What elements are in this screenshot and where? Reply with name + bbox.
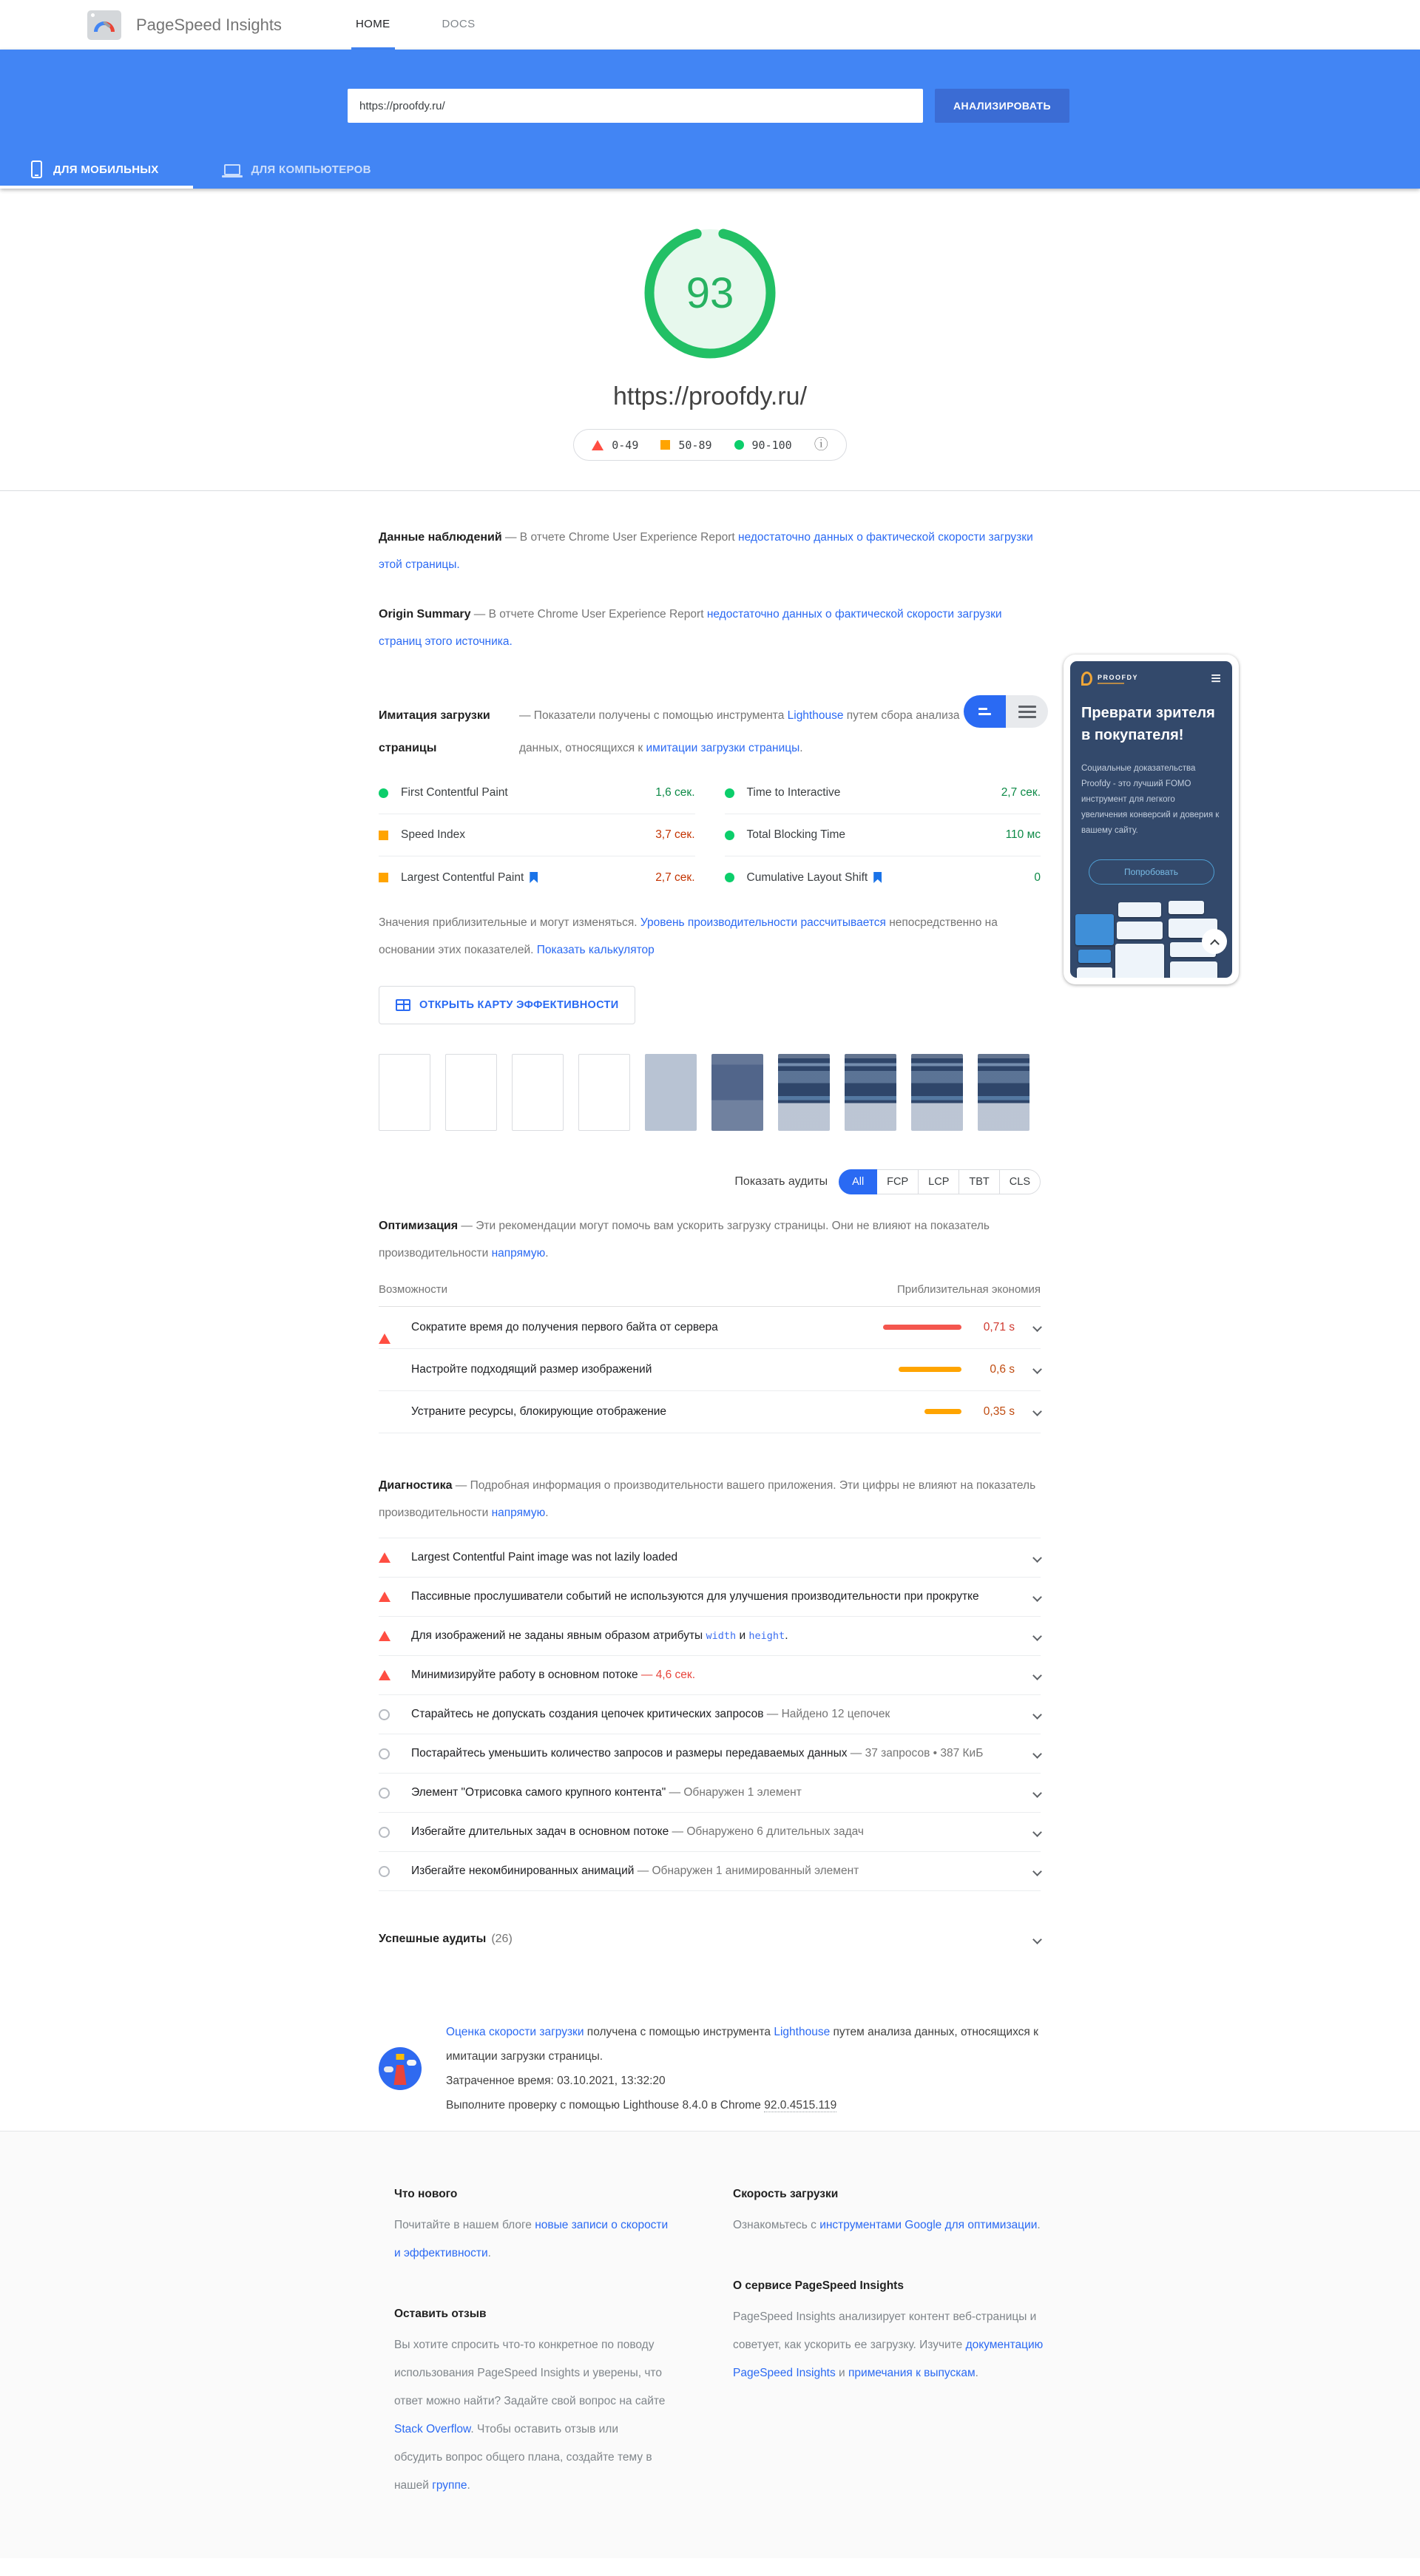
audits-filter-label: Показать аудиты — [734, 1174, 828, 1188]
metric-value: 3,7 сек. — [655, 828, 695, 841]
filmstrip-thumbnail — [711, 1054, 763, 1131]
lighthouse-link[interactable]: Lighthouse — [787, 709, 844, 722]
metric-speed-index: Speed Index 3,7 сек. — [379, 814, 695, 856]
passed-audits-count: (26) — [491, 1933, 513, 1945]
laptop-icon — [224, 164, 240, 175]
analysis-timestamp: Затраченное время: 03.10.2021, 13:32:20 — [446, 2075, 666, 2087]
diagnostic-row[interactable]: Избегайте некомбинированных анимаций — Обнаружен 1 анимированный элемент — [379, 1852, 1041, 1891]
diagnostic-row[interactable]: Старайтесь не допускать создания цепочек критических запросов — Найдено 12 цепочек — [379, 1695, 1041, 1734]
loading-filmstrip — [379, 1054, 1041, 1131]
diagnostic-row[interactable]: Пассивные прослушиватели событий не используются для улучшения производительности при прокрутке — [379, 1578, 1041, 1617]
legend-good: 90-100 — [734, 439, 792, 452]
filter-fcp[interactable]: FCP — [876, 1169, 919, 1194]
pagespeed-logo-icon — [87, 10, 121, 40]
metric-tti: Time to Interactive 2,7 сек. — [725, 772, 1041, 814]
origin-summary-section: Origin Summary — В отчете Chrome User Experience Report недостаточно данных о фактической скорости загрузки страниц этого источника. — [379, 608, 1002, 648]
disclaimer-text: Значения приблизительные и могут изменяться. Уровень производительности рассчитывается непосредственно на основании этих показателей. Показать калькулятор — [379, 916, 998, 956]
origin-summary-link[interactable]: недостаточно данных о фактической скорости загрузки страниц этого источника. — [379, 608, 1002, 648]
green-circle-icon — [725, 831, 734, 840]
diagnostics-list — [379, 1538, 1041, 1891]
red-triangle-icon — [379, 1670, 390, 1680]
performance-score-value: 93 — [686, 268, 734, 317]
passed-audits-label: Успешные аудиты — [379, 1933, 487, 1945]
gray-circle-icon — [379, 1748, 390, 1759]
gray-circle-icon — [379, 1866, 390, 1877]
treemap-icon — [396, 999, 410, 1011]
savings-bar — [924, 1409, 961, 1414]
footer-speed: Скорость загрузки Ознакомьтесь с инструментами Google для оптимизации. — [733, 2188, 1041, 2231]
filmstrip-thumbnail — [645, 1054, 697, 1131]
footer-whats-new: Что нового Почитайте в нашем блоге новые записи о скорости и эффективности. — [394, 2188, 669, 2259]
chevron-down-icon[interactable] — [1032, 1828, 1042, 1837]
performance-scoring-link[interactable]: Уровень производительности рассчитывается — [640, 916, 886, 929]
analyze-banner — [0, 50, 1420, 189]
info-icon[interactable]: ⓘ — [814, 437, 828, 453]
filter-all[interactable]: All — [839, 1169, 877, 1194]
code-height: height — [748, 1630, 785, 1642]
diagnostic-row[interactable]: Постарайтесь уменьшить количество запросов и размеры передаваемых данных — 37 запросов • 387 КиБ — [379, 1734, 1041, 1774]
green-circle-icon — [734, 440, 744, 450]
chevron-down-icon[interactable] — [1032, 1322, 1042, 1332]
metric-value: 2,7 сек. — [655, 871, 695, 884]
documentation-link[interactable]: документацию PageSpeed Insights — [733, 2339, 1044, 2379]
diagnostic-red-value: — 4,6 сек. — [638, 1669, 696, 1681]
phone-icon — [31, 160, 42, 178]
metrics-grid — [379, 772, 1041, 899]
observed-data-title: Данные наблюдений — [379, 531, 502, 544]
lab-data-section — [379, 700, 1041, 765]
chrome-version: 92.0.4515.119 — [764, 2099, 837, 2112]
filter-tbt[interactable]: TBT — [958, 1169, 999, 1194]
show-calculator-link[interactable]: Показать калькулятор — [536, 944, 655, 956]
metric-value: 0 — [1034, 871, 1041, 884]
analyzed-url: https://proofdy.ru/ — [612, 382, 808, 410]
diagnostic-detail: — Обнаружено 6 длительных задач — [669, 1825, 864, 1838]
preview-heading: Преврати зрителя в покупателя! — [1081, 705, 1215, 743]
footer-feedback: Оставить отзыв Вы хотите спросить что-то конкретное по поводу использования PageSpeed Insights и уверены, что ответ можно найти? Задайте свой вопрос на сайте Stack Overflow. Чтобы оставить отзыв или обсудить вопрос общего плана, создайте тему в нашей группе. — [394, 2308, 666, 2492]
diagnostic-row[interactable]: Largest Contentful Paint image was not lazily loaded — [379, 1538, 1041, 1578]
code-width: width — [706, 1630, 737, 1642]
savings-bar — [883, 1325, 961, 1330]
scroll-up-icon — [1202, 929, 1227, 954]
origin-summary-title: Origin Summary — [379, 608, 471, 621]
proofdy-brand: PROOFDY — [1098, 674, 1138, 684]
release-notes-link[interactable]: примечания к выпускам — [848, 2367, 976, 2379]
savings-value: 0,35 s — [983, 1404, 1015, 1418]
tab-mobile-label: ДЛЯ МОБИЛЬНЫХ — [53, 163, 159, 176]
chevron-down-icon[interactable] — [1032, 1407, 1042, 1416]
opportunities-title: Оптимизация — [379, 1219, 459, 1232]
observed-data-link[interactable]: недостаточно данных о фактической скорости загрузки этой страницы. — [379, 531, 1033, 571]
audits-filter — [379, 1169, 1041, 1194]
savings-col-header: Приблизительная экономия — [896, 1282, 1041, 1296]
lab-data-description: — Показатели получены с помощью инструмента Lighthouse путем сбора анализа данных, относящихся к имитации загрузки страницы. — [519, 709, 960, 754]
orange-square-icon — [379, 831, 388, 840]
lighthouse-logo-icon — [379, 2047, 422, 2090]
blog-posts-link[interactable]: новые записи о скорости и эффективности — [394, 2219, 669, 2259]
orange-square-icon — [379, 873, 388, 882]
metric-lcp: Largest Contentful Paint 2,7 сек. — [379, 856, 695, 899]
chevron-down-icon[interactable] — [1032, 1553, 1042, 1563]
compact-view-button[interactable] — [964, 695, 1006, 728]
savings-bar — [899, 1367, 961, 1372]
chevron-down-icon[interactable] — [1032, 1671, 1042, 1680]
metric-cls: Cumulative Layout Shift 0 — [725, 856, 1041, 899]
directly-link[interactable]: напрямую — [491, 1246, 546, 1260]
legend-average: 50-89 — [660, 439, 711, 452]
preview-body-text: Социальные доказательства Proofdy - это лучший FOMO инструмент для легкого увеличения конверсий и доверия к вашему сайту. — [1081, 764, 1220, 835]
bookmark-icon — [530, 872, 538, 883]
lighthouse-note: Оценка скорости загрузки получена с помощью инструмента Lighthouse путем анализа данных, относящихся к имитации загрузки страницы. Затраченное время: 03.10.2021, 13:32:20 Выполните проверку с помощью Lighthouse 8.4.0 в Chrome 92.0.4515.119 — [379, 2020, 1041, 2117]
orange-square-icon — [660, 440, 670, 450]
performance-score-gauge — [640, 223, 780, 363]
diagnostic-detail: — Обнаружен 1 анимированный элемент — [634, 1865, 859, 1877]
red-triangle-icon — [379, 1321, 390, 1344]
chevron-down-icon[interactable] — [1032, 1365, 1042, 1374]
passed-audits-row[interactable] — [379, 1933, 1041, 1946]
top-navigation — [351, 0, 523, 50]
metric-value: 2,7 сек. — [1001, 786, 1041, 799]
lab-data-title: Имитация загрузки страницы — [379, 709, 490, 754]
footer-about: О сервисе PageSpeed Insights PageSpeed Insights анализирует контент веб-страницы и советует, как ускорить ее загрузку. Изучите документацию PageSpeed Insights и примечания к выпускам. — [733, 2279, 1044, 2379]
diagnostic-row[interactable]: Элемент "Отрисовка самого крупного контента" — Обнаружен 1 элемент — [379, 1774, 1041, 1813]
google-tools-link[interactable]: инструментами Google для оптимизации — [819, 2219, 1038, 2231]
chevron-down-icon[interactable] — [1032, 1749, 1042, 1759]
green-circle-icon — [725, 873, 734, 882]
diagnostics-title: Диагностика — [379, 1478, 453, 1492]
open-treemap-button[interactable]: ОТКРЫТЬ КАРТУ ЭФФЕКТИВНОСТИ — [379, 986, 635, 1024]
green-circle-icon — [725, 788, 734, 798]
speed-score-link[interactable]: Оценка скорости загрузки — [446, 2026, 584, 2038]
chevron-down-icon[interactable] — [1032, 1935, 1042, 1944]
gray-circle-icon — [379, 1709, 390, 1720]
red-triangle-icon — [592, 440, 604, 450]
chevron-down-icon[interactable] — [1032, 1632, 1042, 1641]
page-footer — [0, 2131, 1420, 2558]
chevron-down-icon[interactable] — [1032, 1788, 1042, 1798]
diagnostic-row[interactable]: Минимизируйте работу в основном потоке — 4,6 сек. — [379, 1656, 1041, 1695]
green-circle-icon — [379, 788, 388, 798]
chevron-down-icon[interactable] — [1032, 1592, 1042, 1602]
nav-tab-home[interactable]: HOME — [351, 0, 395, 50]
filmstrip-thumbnail — [911, 1054, 963, 1131]
tab-desktop[interactable] — [193, 153, 405, 189]
tab-desktop-label: ДЛЯ КОМПЬЮТЕРОВ — [251, 163, 371, 176]
opportunities-table — [379, 1283, 1041, 1433]
stack-overflow-link[interactable]: Stack Overflow — [394, 2423, 471, 2435]
preview-widgets-collage — [1081, 901, 1221, 978]
device-tabs — [0, 153, 1420, 189]
diagnostics-section-intro: Диагностика — Подробная информация о производительности вашего приложения. Эти цифры не влияют на показатель производительности напрямую. — [379, 1478, 1036, 1519]
score-legend — [573, 429, 846, 461]
metric-value: 110 мс — [1005, 828, 1041, 841]
observed-data-section: Данные наблюдений — В отчете Chrome User Experience Report недостаточно данных о фактической скорости загрузки этой страницы. — [379, 531, 1033, 571]
diagnostic-detail: — 37 запросов • 387 КиБ — [847, 1747, 984, 1759]
diagnostic-detail: — Обнаружен 1 элемент — [666, 1786, 802, 1799]
lighthouse-link[interactable]: Lighthouse — [774, 2026, 831, 2038]
red-triangle-icon — [379, 1631, 390, 1641]
filter-cls[interactable]: CLS — [999, 1169, 1041, 1194]
opportunities-section-intro: Оптимизация — Эти рекомендации могут помочь вам ускорить загрузку страницы. Они не влияют на показатель производительности напрямую. — [379, 1219, 990, 1260]
preview-cta-button: Попробовать — [1089, 859, 1214, 885]
red-triangle-icon — [379, 1592, 390, 1602]
opportunities-col-header: Возможности — [379, 1282, 447, 1296]
filmstrip-thumbnail — [845, 1054, 896, 1131]
bookmark-icon — [873, 872, 882, 883]
gray-circle-icon — [379, 1827, 390, 1838]
diagnostic-row[interactable]: Для изображений не заданы явным образом атрибуты width и height. — [379, 1617, 1041, 1656]
legend-poor: 0-49 — [592, 439, 638, 452]
opportunity-row[interactable]: Устраните ресурсы, блокирующие отображение 0,35 s — [379, 1391, 1041, 1433]
proofdy-logo-icon — [1081, 672, 1092, 686]
filmstrip-thumbnail — [379, 1054, 430, 1131]
filmstrip-thumbnail — [778, 1054, 830, 1131]
lab-simulation-link[interactable]: имитации загрузки страницы — [646, 742, 800, 754]
filmstrip-thumbnail — [445, 1054, 497, 1131]
filter-lcp[interactable]: LCP — [918, 1169, 959, 1194]
group-link[interactable]: группе — [432, 2479, 467, 2492]
tab-mobile[interactable] — [0, 153, 193, 189]
app-title: PageSpeed Insights — [136, 15, 282, 34]
score-section — [0, 189, 1420, 461]
hero-divider — [0, 490, 1420, 491]
metric-tbt: Total Blocking Time 110 мс — [725, 814, 1041, 856]
final-screenshot-preview — [1064, 655, 1239, 984]
diagnostic-detail: — Найдено 12 цепочек — [763, 1708, 890, 1720]
metric-value: 1,6 сек. — [655, 786, 695, 799]
filmstrip-thumbnail — [512, 1054, 564, 1131]
opportunity-row[interactable]: Настройте подходящий размер изображений 0,6 s — [379, 1349, 1041, 1391]
opportunity-row[interactable]: Сократите время до получения первого байта от сервера 0,71 s — [379, 1307, 1041, 1349]
hamburger-menu-icon: ≡ — [1210, 668, 1221, 689]
chevron-down-icon[interactable] — [1032, 1867, 1042, 1876]
gray-circle-icon — [379, 1788, 390, 1799]
red-triangle-icon — [379, 1552, 390, 1563]
diagnostic-row[interactable]: Избегайте длительных задач в основном потоке — Обнаружено 6 длительных задач — [379, 1813, 1041, 1852]
filmstrip-thumbnail — [978, 1054, 1030, 1131]
url-input[interactable] — [348, 89, 923, 123]
directly-link[interactable]: напрямую — [491, 1506, 546, 1519]
filmstrip-thumbnail — [578, 1054, 630, 1131]
analyze-button[interactable]: АНАЛИЗИРОВАТЬ — [935, 89, 1069, 123]
expanded-view-button[interactable] — [1006, 695, 1048, 728]
app-header — [0, 0, 1420, 50]
nav-tab-docs[interactable]: DOCS — [442, 17, 476, 30]
savings-value: 0,71 s — [983, 1320, 1015, 1333]
report-main — [0, 189, 1420, 2117]
chevron-down-icon[interactable] — [1032, 1710, 1042, 1720]
savings-value: 0,6 s — [990, 1362, 1015, 1376]
metric-fcp: First Contentful Paint 1,6 сек. — [379, 772, 695, 814]
metrics-view-toggle — [964, 695, 1048, 728]
